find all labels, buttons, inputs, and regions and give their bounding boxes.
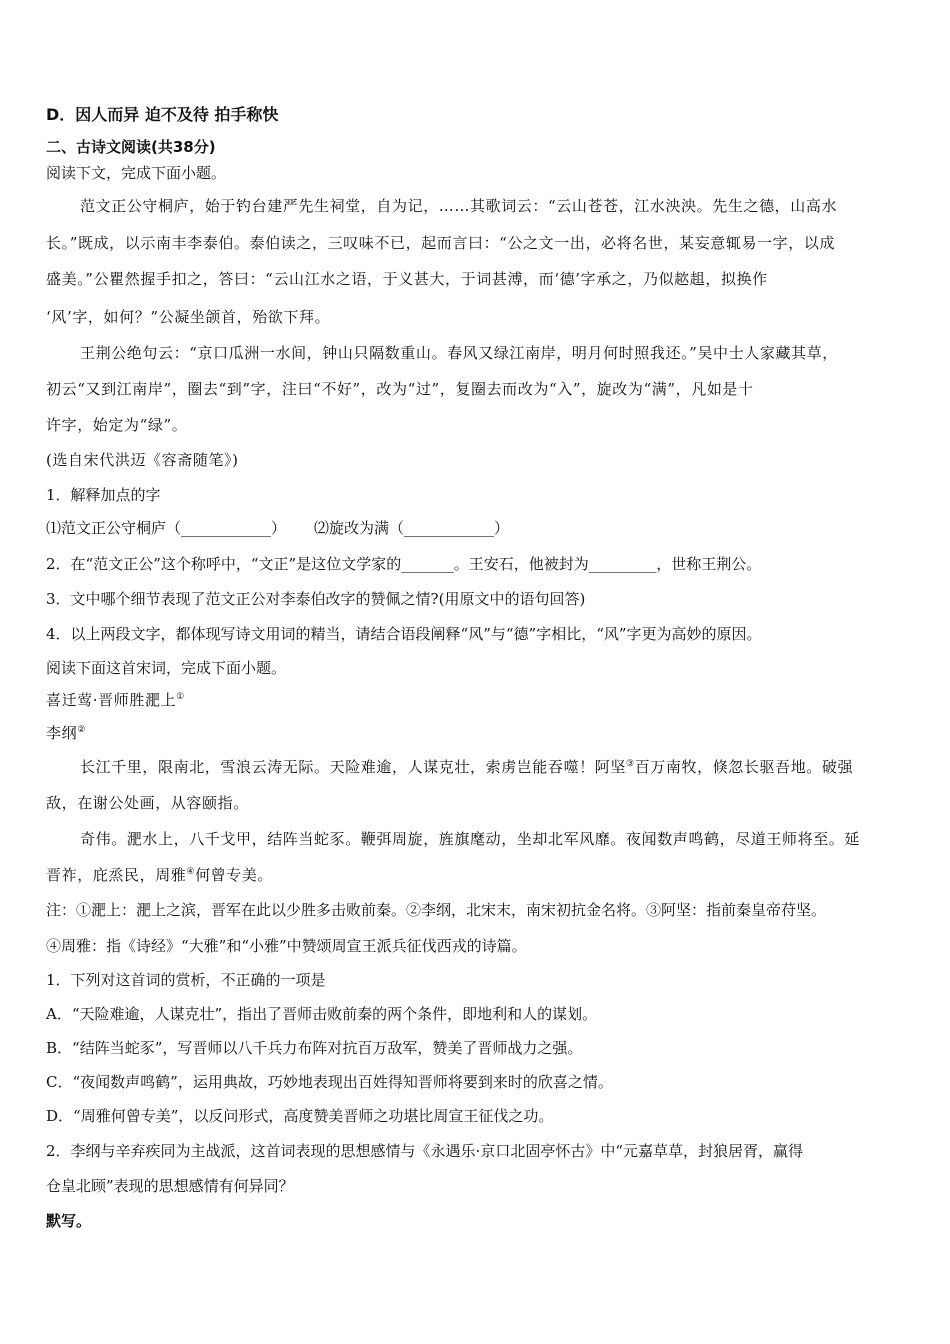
poem-author-text: 李纲: [46, 724, 78, 742]
dictation-heading: 默写。: [46, 1212, 92, 1230]
instruction-text: 阅读下面这首宋词，完成下面小题。: [46, 659, 287, 677]
poem-title: [46, 689, 185, 710]
option-d-line: D．因人而异 迫不及待 拍手称快: [46, 105, 279, 124]
poem-author: [46, 722, 86, 743]
question-1-item-1: ⑴范文正公守桐庐（____________）: [46, 519, 287, 537]
poem-text: 百万南牧，倏忽长驱吾地。破强: [634, 758, 854, 776]
section-heading: 二、古诗文阅读(共38分): [46, 138, 216, 156]
passage-line: 许字，始定为“绿”。: [46, 416, 188, 434]
footnote-mark: ③: [626, 759, 635, 769]
poem-line: [80, 756, 853, 777]
annotation-line: ④周雅：指《诗经》“大雅”和“小雅”中赞颂周宣王派兵征伐西戎的诗篇。: [46, 937, 527, 955]
passage-line: 盛美。”公瞿然握手扣之，答曰：“云山江水之语，于义甚大，于词甚溥，而‘德’字承之，乃似趑趄，拟换作: [46, 270, 768, 288]
question-2: 2．在“范文正公”这个称呼中，“文正”是这位文学家的_______。王安石，他被封为_________，世称王荆公。: [46, 555, 762, 573]
poem-text: 何曾专美。: [195, 866, 274, 884]
footnote-mark: ①: [176, 692, 185, 702]
passage-line: ‘风’字，如何？”公凝坐颌首，殆欲下拜。: [46, 308, 331, 326]
choice-c: C．“夜闻数声鸣鹤”，运用典故，巧妙地表现出百姓得知晋师将要到来时的欣喜之情。: [46, 1073, 613, 1091]
poem-text: 长江千里，限南北，雪浪云涛无际。天险难逾，人谋克壮，索虏岂能吞噬！阿坚: [80, 758, 627, 776]
poem-title-text: 喜迁莺·晋师胜淝上: [46, 691, 177, 709]
poem-line: 敌，在谢公处画，从容颐指。: [46, 794, 249, 812]
source-citation: (选自宋代洪迈《容斋随笔》): [46, 451, 239, 469]
poem-question-2-cont: 仓皇北顾”表现的思想感情有何异同？: [46, 1177, 294, 1195]
passage-line: 初云“又到江南岸”，圈去“到”字，注曰“不好”，改为“过”，复圈去而改为“入”，旋改为“满”，凡如是十: [46, 380, 754, 398]
choice-b: B．“结阵当蛇豕”，写晋师以八千兵力布阵对抗百万敌军，赞美了晋师战力之强。: [46, 1039, 583, 1057]
question-1-item-2: ⑵旋改为满（____________）: [314, 519, 510, 537]
passage-line: 范文正公守桐庐，始于钓台建严先生祠堂，自为记，……其歌词云：“云山苍苍，江水泱泱。先生之德，山高水: [80, 197, 838, 215]
choice-a: A．“天险难逾，人谋克壮”，指出了晋师击败前秦的两个条件，即地利和人的谋划。: [46, 1005, 598, 1023]
poem-line: 奇伟。淝水上，八千戈甲，结阵当蛇豕。鞭弭周旋，旌旗麾动，坐却北军风靡。夜闻数声鸣鹤，尽道王师将至。延: [80, 830, 861, 848]
footnote-mark: ②: [77, 725, 86, 735]
question-1-items: [46, 517, 509, 538]
poem-text: 晋祚，庇烝民，周雅: [46, 866, 187, 884]
footnote-mark: ④: [186, 867, 196, 877]
passage-line: 王荆公绝句云：“京口瓜洲一水间，钟山只隔数重山。春风又绿江南岸，明月何时照我还。”吴中士人家藏其草，: [80, 344, 838, 362]
question-3: 3．文中哪个细节表现了范文正公对李泰伯改字的赞佩之情?(用原文中的语句回答): [46, 590, 586, 608]
poem-line: [46, 864, 273, 885]
poem-question-2: 2．李纲与辛弃疾同为主战派，这首词表现的思想感情与《永遇乐·京口北固亭怀古》中“元嘉草草，封狼居胥，赢得: [46, 1142, 803, 1160]
question-4: 4．以上两段文字，都体现写诗文用词的精当，请结合语段阐释“风”与“德”字相比，“风”字更为高妙的原因。: [46, 625, 762, 643]
instruction-text: 阅读下文，完成下面小题。: [46, 164, 227, 182]
annotation-line: 注：①淝上：淝上之滨，晋军在此以少胜多击败前秦。②李纲，北宋末，南宋初抗金名将。③阿坚：指前秦皇帝苻坚。: [46, 901, 827, 919]
choice-d: D．“周雅何曾专美”，以反问形式，高度赞美晋师之功堪比周宣王征伐之功。: [46, 1107, 554, 1125]
passage-line: 长。”既成，以示南丰李泰伯。泰伯读之，三叹味不已，起而言曰：“公之文一出，必将名世，某妄意辄易一字，以成: [46, 234, 836, 252]
question-1: 1．解释加点的字: [46, 486, 161, 504]
poem-question-1: 1．下列对这首词的赏析，不正确的一项是: [46, 971, 326, 989]
